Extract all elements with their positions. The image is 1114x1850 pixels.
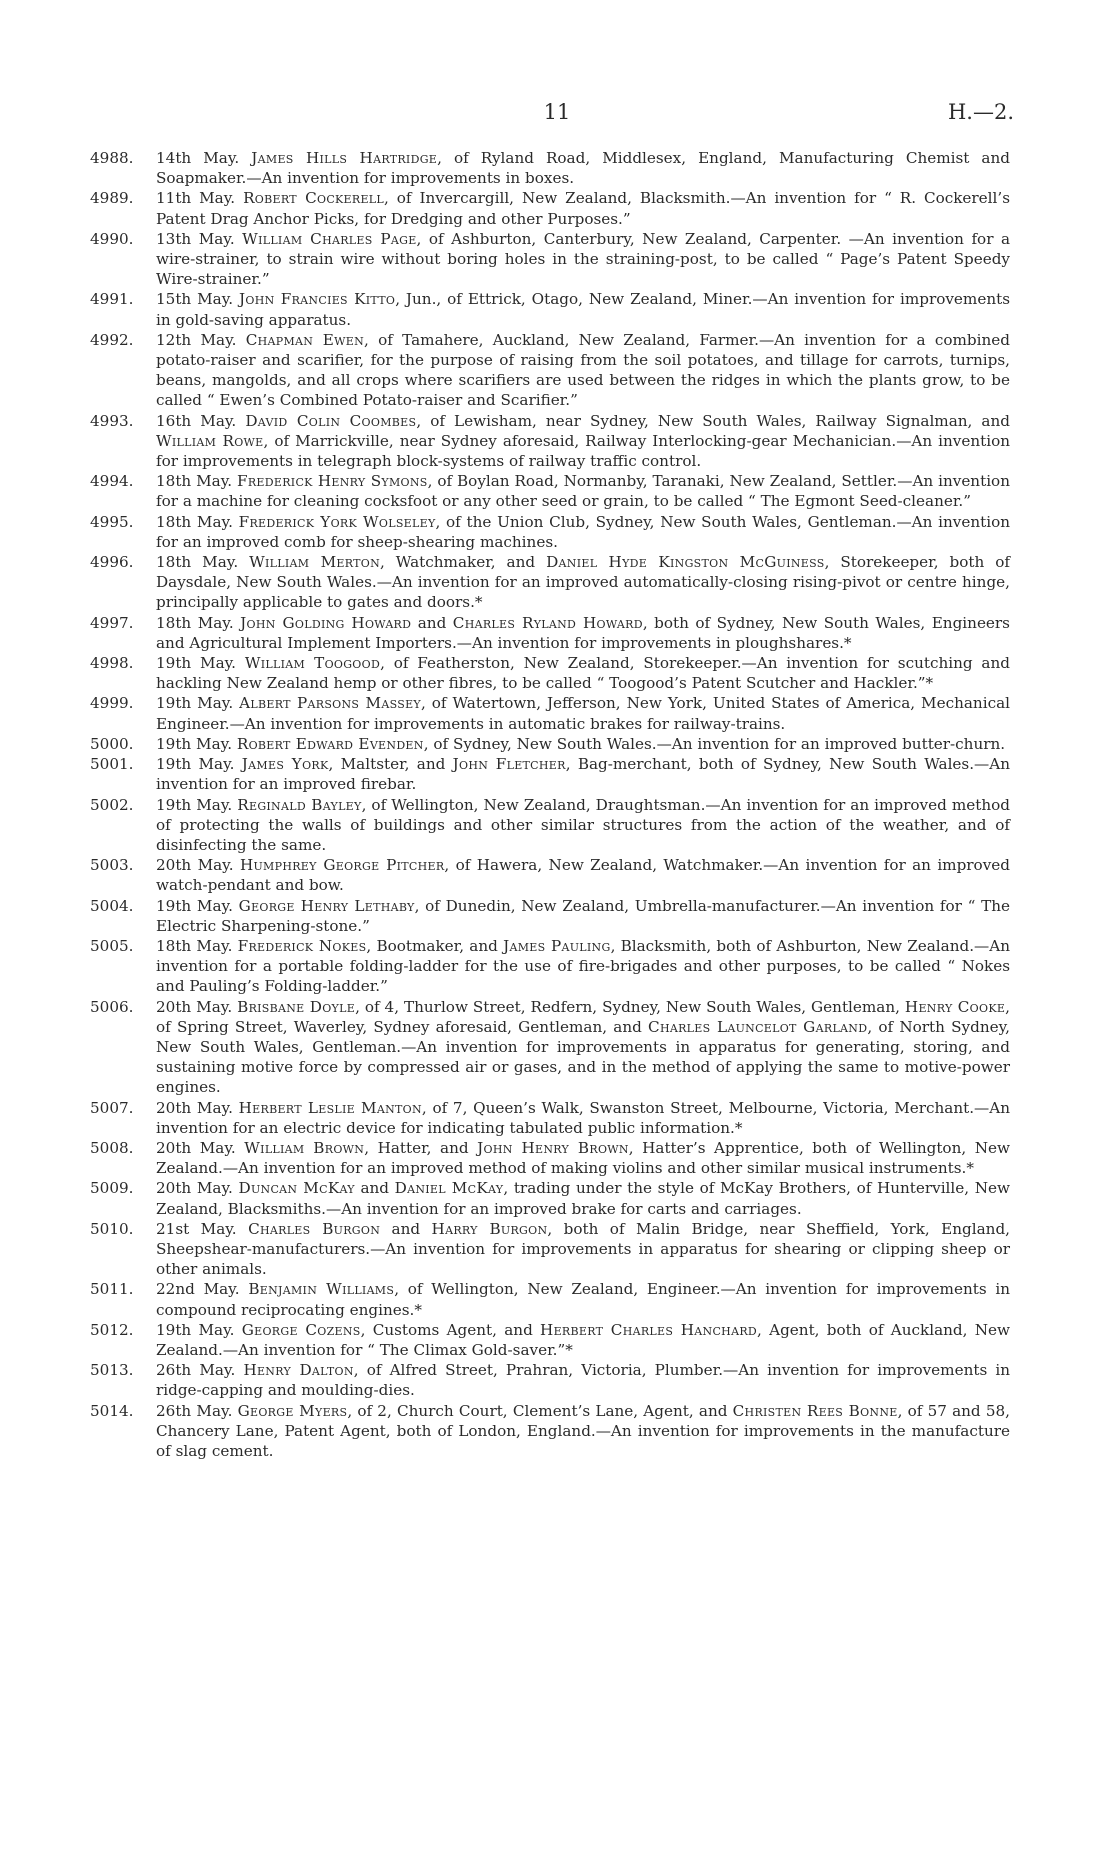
entry-text: , of the Union Club, Sydney, New South Wales, Gentleman.—An invention for an improved comb for sheep-shearing machines. <box>156 512 1011 551</box>
entry-text: , Watchmaker, and <box>380 553 547 572</box>
entry-text: and <box>411 613 453 632</box>
entry-text: 19th May. <box>156 1320 242 1339</box>
applicant-name: Benjamin Williams <box>248 1280 395 1299</box>
entry-text: , of Wellington, New Zealand, Engineer.—An invention for improvements in compound reciprocating engines.* <box>156 1280 1010 1319</box>
entry-text: 13th May. <box>156 229 243 248</box>
entry-number: 5014. <box>90 1401 134 1420</box>
entry-text: , of Marrickville, near Sydney aforesaid, Railway Interlocking-gear Mechanician.—An invention for improvements in telegraph block-systems of railway traffic control. <box>156 431 1010 471</box>
entry-number: 5004. <box>90 896 134 915</box>
entry-text: , of 7, Queen’s Walk, Swanston Street, Melbourne, Victoria, Merchant.—An invention for an electric device for indicating tabulated public information.* <box>156 1098 1010 1137</box>
applicant-name: William Charles Page <box>242 229 417 248</box>
entry-text: , of Invercargill, New Zealand, Blacksmith.—An invention for “ R. Cockerell’s Patent Drag Anchor Picks, for Dredging and other Purposes.” <box>156 189 1010 228</box>
entry-text: 21st May. <box>156 1219 249 1238</box>
applicant-name: Duncan McKay <box>238 1179 355 1198</box>
entry-number: 5006. <box>90 997 134 1016</box>
entry-text: , Hatter’s Apprentice, both of Wellington, New Zealand.—An invention for an improved method of making violins and other similar musical instruments.* <box>156 1138 1010 1178</box>
entry-text: , of Sydney, New South Wales.—An invention for an improved butter-churn. <box>423 734 1006 753</box>
entry-text: , of Dunedin, New Zealand, Umbrella-manufacturer.—An invention for “ The Electric Sharpening-stone.” <box>156 896 1010 935</box>
entry-text: , of Lewisham, near Sydney, New South Wales, Railway Signalman, and <box>416 411 1010 430</box>
entry-number: 4991. <box>90 290 134 309</box>
entry-text: , both of Malin Bridge, near Sheffield, York, England, Sheepshear-manufacturers.—An invention for improvements in apparatus for shearing or clipping sheep or other animals. <box>156 1219 1010 1279</box>
patent-entry <box>90 1401 1010 1462</box>
entry-text: , of Ashburton, Canterbury, New Zealand, Carpenter. —An invention for a wire-strainer, to strain wire without boring holes in the straining-post, to be called “ Page’s Patent Speedy Wire-strainer.” <box>156 229 1010 289</box>
entry-text: , Customs Agent, and <box>360 1320 541 1339</box>
applicant-name: Humphrey George Pitcher <box>239 856 445 875</box>
applicant-name: John Fletcher <box>452 755 566 774</box>
applicant-name: James Pauling <box>503 936 611 955</box>
entry-text: , Jun., of Ettrick, Otago, New Zealand, Miner.—An invention for improvements in gold-saving apparatus. <box>156 290 1010 329</box>
entry-text: 11th May. <box>156 189 244 208</box>
entry-number: 4993. <box>90 411 134 430</box>
entry-text: , of 2, Church Court, Clement’s Lane, Agent, and <box>347 1401 733 1420</box>
entry-text: 26th May. <box>156 1361 244 1380</box>
entry-text: , Storekeeper, both of Daysdale, New South Wales.—An invention for an improved automatically-closing rising-pivot or centre hinge, principally applicable to gates and doors.* <box>156 553 1010 612</box>
entry-number: 5003. <box>90 856 134 875</box>
applicant-name: John Francies Kitto <box>239 290 396 309</box>
applicant-name: James York <box>241 755 329 774</box>
patent-entry <box>90 1219 1010 1280</box>
applicant-name: George Myers <box>237 1401 348 1420</box>
entry-text: 16th May. <box>156 411 246 430</box>
entry-number: 5011. <box>90 1280 134 1299</box>
patent-entry <box>90 289 1010 329</box>
page-header <box>0 100 1114 128</box>
applicant-name: Herbert Leslie Manton <box>238 1098 422 1117</box>
entry-number: 5002. <box>90 795 134 814</box>
applicant-name: James Hills Hartridge <box>251 149 438 167</box>
entry-text: , of Hawera, New Zealand, Watchmaker.—An invention for an improved watch-pendant and bow. <box>156 856 1010 895</box>
entry-text: , Bag-merchant, both of Sydney, New South Wales.—An invention for an improved firebar. <box>156 755 1010 794</box>
entry-text: 20th May. <box>156 1179 239 1198</box>
entry-text: , of Alfred Street, Prahran, Victoria, Plumber.—An invention for improvements in ridge-capping and moulding-dies. <box>156 1361 1010 1400</box>
entry-text: , trading under the style of McKay Brothers, of Hunterville, New Zealand, Blacksmiths.—An invention for an improved brake for carts and carriages. <box>156 1179 1010 1218</box>
entry-text: 19th May. <box>156 795 238 814</box>
patent-entry <box>90 693 1010 733</box>
entry-text: 15th May. <box>156 290 240 309</box>
applicant-name: Robert Edward Evenden <box>236 734 424 753</box>
applicant-name: Robert Cockerell <box>243 189 385 208</box>
patent-entry <box>90 795 1010 856</box>
patent-entry <box>90 1279 1010 1319</box>
applicant-name: Frederick York Wolseley <box>238 512 436 531</box>
entry-text: 18th May. <box>156 512 239 531</box>
applicant-name: Herbert Charles Hanchard <box>540 1320 758 1339</box>
entry-text: , of 57 and 58, Chancery Lane, Patent Agent, both of London, England.—An invention for improvements in the manufacture of slag cement. <box>156 1401 1010 1460</box>
entry-text: , Blacksmith, both of Ashburton, New Zealand.—An invention for a portable folding-ladder for the use of fire-brigades and other purposes, to be called “ Nokes and Pauling’s Folding-ladder.” <box>156 936 1010 996</box>
entry-text: , of Featherston, New Zealand, Storekeeper.—An invention for scutching and hackling New Zealand hemp or other fibres, to be called “ Toogood’s Patent Scutcher and Hackler.”* <box>156 654 1010 693</box>
applicant-name: William Rowe <box>156 431 264 450</box>
applicant-name: John Golding Howard <box>240 613 412 632</box>
patent-entry <box>90 754 1010 794</box>
entry-number: 4994. <box>90 472 134 491</box>
series-code: H.—2. <box>947 100 1014 124</box>
entry-number: 4990. <box>90 229 134 248</box>
applicant-name: John Henry Brown <box>477 1138 629 1157</box>
entry-number: 5008. <box>90 1138 134 1157</box>
entry-number: 5010. <box>90 1219 134 1238</box>
entry-text: , of Boylan Road, Normanby, Taranaki, New Zealand, Settler.—An invention for a machine for cleaning cocksfoot or any other seed or grain, to be called “ The Egmont Seed-cleaner.” <box>156 472 1010 511</box>
entry-text: , Bootmaker, and <box>366 936 504 955</box>
entry-number: 4988. <box>90 149 134 167</box>
applicant-name: Frederick Henry Symons <box>237 472 428 491</box>
applicant-name: Frederick Nokes <box>237 936 367 955</box>
applicant-name: Brisbane Doyle <box>237 997 356 1016</box>
entry-number: 4992. <box>90 330 134 349</box>
entry-text: 18th May. <box>156 472 238 491</box>
patent-entry <box>90 1360 1010 1400</box>
entry-text: , both of Sydney, New South Wales, Engineers and Agricultural Implement Importers.—An invention for improvements in ploughshares.* <box>156 613 1010 652</box>
patent-entry <box>90 1178 1010 1218</box>
patent-entry <box>90 997 1010 1098</box>
patent-entry <box>90 552 1010 613</box>
entry-number: 5000. <box>90 734 134 753</box>
patent-entry <box>90 330 1010 411</box>
patent-entry <box>90 188 1010 228</box>
applicant-name: Charles Launcelot Garland <box>648 1017 868 1036</box>
entry-text: 19th May. <box>156 755 242 774</box>
entry-number: 4997. <box>90 613 134 632</box>
applicant-name: William Merton <box>249 553 381 572</box>
entry-text: , of Spring Street, Waverley, Sydney aforesaid, Gentleman, and <box>156 997 1010 1036</box>
entry-text: , of Tamahere, Auckland, New Zealand, Farmer.—An invention for a combined potato-raiser and scarifier, for the purpose of raising from the soil potatoes, and tillage for carrots, turnips, beans, mangolds, and all crops where scarifiers are used between the ridges in which the plants grow, to be called “ Ewen’s Combined Potato-raiser and Scarifier.” <box>156 330 1010 410</box>
applicant-name: George Cozens <box>241 1320 361 1339</box>
patent-entry <box>90 1098 1010 1138</box>
entry-number: 4996. <box>90 553 134 572</box>
applicant-name: George Henry Lethaby <box>238 896 415 915</box>
applicant-name: Charles Ryland Howard <box>452 613 643 632</box>
entry-text: 19th May. <box>156 654 245 673</box>
patent-entry <box>90 896 1010 936</box>
entry-text: , of 4, Thurlow Street, Redfern, Sydney, New South Wales, Gentleman, <box>355 997 905 1016</box>
applicant-name: Reginald Bayley <box>237 795 362 814</box>
entry-text: 18th May. <box>156 936 238 955</box>
patent-entry-list <box>90 148 1010 1461</box>
applicant-name: William Toogood <box>244 654 381 673</box>
patent-entry <box>90 734 1010 754</box>
patent-entry <box>90 1320 1010 1360</box>
patent-entry <box>90 411 1010 472</box>
entry-text: 20th May. <box>156 997 238 1016</box>
entry-text: 20th May. <box>156 1138 245 1157</box>
entry-text: , Maltster, and <box>328 755 453 774</box>
entry-number: 4995. <box>90 512 134 531</box>
entry-number: 5007. <box>90 1098 134 1117</box>
patent-entry <box>90 512 1010 552</box>
entry-text: , of Wellington, New Zealand, Draughtsman.—An invention for an improved method of protecting the walls of buildings and other similar structures from the action of the weather, and of disinfecting the same. <box>156 795 1010 854</box>
entry-text: 14th May. <box>156 149 252 167</box>
patent-entry <box>90 855 1010 895</box>
entry-number: 5012. <box>90 1320 134 1339</box>
entry-number: 4998. <box>90 654 134 673</box>
entry-text: 19th May. <box>156 694 240 713</box>
entry-number: 4999. <box>90 694 134 713</box>
entry-text: , Agent, both of Auckland, New Zealand.—An invention for “ The Climax Gold-saver.”* <box>156 1320 1010 1359</box>
entry-text: , of Ryland Road, Middlesex, England, Manufacturing Chemist and Soapmaker.—An invention for improvements in boxes. <box>156 149 1010 188</box>
entry-number: 5005. <box>90 936 134 955</box>
applicant-name: William Brown <box>244 1138 365 1157</box>
entry-text: 20th May. <box>156 1098 239 1117</box>
applicant-name: Charles Burgon <box>248 1219 381 1238</box>
entry-text: 18th May. <box>156 613 241 632</box>
entry-text: 20th May. <box>156 856 240 875</box>
entry-text: , Hatter, and <box>364 1138 478 1157</box>
applicant-name: Chapman Ewen <box>245 330 365 349</box>
applicant-name: Harry Burgon <box>431 1219 548 1238</box>
patent-entry <box>90 471 1010 511</box>
entry-text: 18th May. <box>156 553 250 572</box>
patent-entry <box>90 148 1010 188</box>
entry-text: 19th May. <box>156 734 237 753</box>
entry-number: 5009. <box>90 1179 134 1198</box>
patent-entry <box>90 1138 1010 1178</box>
applicant-name: Albert Parsons Massey <box>239 694 421 713</box>
applicant-name: Henry Dalton <box>243 1361 354 1380</box>
applicant-name: David Colin Coombes <box>245 411 417 430</box>
entry-text: , of Watertown, Jefferson, New York, United States of America, Mechanical Engineer.—An invention for improvements in automatic brakes for railway-trains. <box>156 694 1010 733</box>
entry-text: 12th May. <box>156 330 246 349</box>
entry-number: 5013. <box>90 1361 134 1380</box>
patent-entry <box>90 613 1010 653</box>
entry-text: and <box>380 1219 432 1238</box>
patent-entry <box>90 653 1010 693</box>
entry-text: and <box>354 1179 395 1198</box>
entry-text: 19th May. <box>156 896 239 915</box>
applicant-name: Christen Rees Bonne <box>732 1401 898 1420</box>
entry-text: 22nd May. <box>156 1280 249 1299</box>
entry-number: 4989. <box>90 189 134 208</box>
entry-text: , of North Sydney, New South Wales, Gentleman.—An invention for improvements in apparatus for generating, storing, and sustaining motive force by compressed air or gases, and in the method of applying the same to motive-power engines. <box>156 1017 1010 1097</box>
entry-number: 5001. <box>90 755 134 774</box>
applicant-name: Daniel Hyde Kingston McGuiness <box>546 553 825 572</box>
patent-entry <box>90 936 1010 997</box>
entry-text: 26th May. <box>156 1401 238 1420</box>
applicant-name: Henry Cooke <box>904 997 1006 1016</box>
patent-entry <box>90 229 1010 290</box>
applicant-name: Daniel McKay <box>394 1179 504 1198</box>
page-number: 11 <box>543 100 571 124</box>
